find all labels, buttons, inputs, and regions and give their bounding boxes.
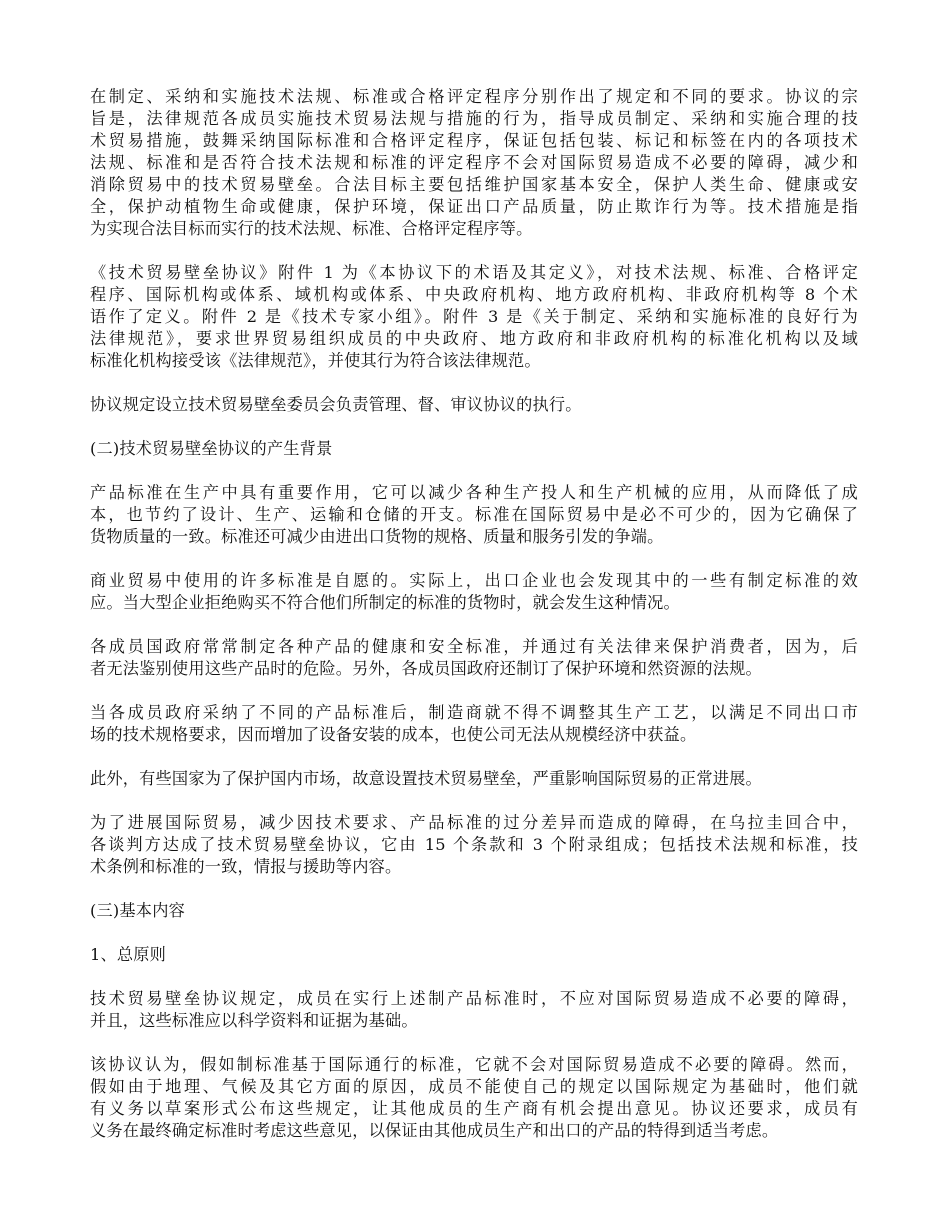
text-line: 各谈判方达成了技术贸易壁垒协议，它由 15 个条款和 3 个附录组成；包括技术法规和标准，技 xyxy=(90,835,858,854)
text-line: 程序、国际机构或体系、域机构或体系、中央政府机构、地方政府机构、非政府机构等 8 个术 xyxy=(90,285,858,304)
paragraph xyxy=(90,636,858,680)
paragraph xyxy=(90,86,858,240)
paragraph xyxy=(90,988,858,1032)
text-line: 术贸易措施，鼓舞采纳国际标准和合格评定程序，保证包括包装、标记和标签在内的各项技术 xyxy=(90,131,858,150)
text-line: 当各成员政府采纳了不同的产品标准后，制造商就不得不调整其生产工艺，以满足不同出口市 xyxy=(90,703,858,722)
text-line: 法律规范》，要求世界贸易组织成员的中央政府、地方政府和非政府机构的标准化机构以及域 xyxy=(90,329,858,348)
text-line: 为了进展国际贸易，减少因技术要求、产品标准的过分差异而造成的障碍，在乌拉圭回合中， xyxy=(90,813,858,832)
text-line: 货物质量的一致。标准还可减少由进出口货物的规格、质量和服务引发的争端。 xyxy=(90,527,664,546)
text-line: 法规、标准和是否符合技术法规和标准的评定程序不会对国际贸易造成不必要的障碍，减少和 xyxy=(90,153,858,172)
text-line: 技术贸易壁垒协议规定，成员在实行上述制产品标准时，不应对国际贸易造成不必要的障碍， xyxy=(90,989,858,1008)
text-line: 在制定、采纳和实施技术法规、标准或合格评定程序分别作出了规定和不同的要求。协议的宗 xyxy=(90,87,858,106)
text-line: 全，保护动植物生命或健康，保护环境，保证出口产品质量，防止欺诈行为等。技术措施是指 xyxy=(90,197,858,216)
text-line: 协议规定设立技术贸易壁垒委员会负责管理、督、审议协议的执行。 xyxy=(90,395,582,414)
text-line: 旨是，法律规范各成员实施技术贸易法规与措施的行为，指导成员制定、采纳和实施合理的技 xyxy=(90,109,858,128)
paragraph xyxy=(90,262,858,372)
text-line: 并且，这些标准应以科学资料和证据为基础。 xyxy=(90,1011,418,1030)
paragraph xyxy=(90,394,858,416)
paragraph xyxy=(90,768,858,790)
paragraph xyxy=(90,438,858,460)
paragraph xyxy=(90,1054,858,1142)
document-body xyxy=(90,86,858,1164)
text-line: 各成员国政府常常制定各种产品的健康和安全标准，并通过有关法律来保护消费者，因为，后 xyxy=(90,637,858,656)
paragraph xyxy=(90,944,858,966)
paragraph xyxy=(90,570,858,614)
text-line: 标准化机构接受该《法律规范》，并使其行为符合该法律规范。 xyxy=(90,351,541,370)
paragraph xyxy=(90,482,858,548)
paragraph xyxy=(90,900,858,922)
text-line: 有义务以草案形式公布这些规定，让其他成员的生产商有机会提出意见。协议还要求，成员有 xyxy=(90,1099,858,1118)
paragraph xyxy=(90,812,858,878)
text-line: 术条例和标准的一致，情报与援助等内容。 xyxy=(90,857,402,876)
text-line: 此外，有些国家为了保护国内市场，故意设置技术贸易壁垒，严重影响国际贸易的正常进展。 xyxy=(90,769,762,788)
text-line: 应。当大型企业拒绝购买不符合他们所制定的标准的货物时，就会发生这种情况。 xyxy=(90,593,680,612)
text-line: (三)基本内容 xyxy=(90,901,185,920)
text-line: 场的技术规格要求，因而增加了设备安装的成本，也使公司无法从规模经济中获益。 xyxy=(90,725,697,744)
text-line: 语作了定义。附件 2 是《技术专家小组》。附件 3 是《关于制定、采纳和实施标准的良好行为 xyxy=(90,307,858,326)
text-line: 该协议认为，假如制标准基于国际通行的标准，它就不会对国际贸易造成不必要的障碍。然而， xyxy=(90,1055,858,1074)
paragraph xyxy=(90,702,858,746)
text-line: 者无法鉴别使用这些产品时的危险。另外，各成员国政府还制订了保护环境和然资源的法规。 xyxy=(90,659,762,678)
text-line: 产品标准在生产中具有重要作用，它可以减少各种生产投人和生产机械的应用，从而降低了成 xyxy=(90,483,858,502)
text-line: 1、总原则 xyxy=(90,945,167,964)
text-line: 《技术贸易壁垒协议》附件 1 为《本协议下的术语及其定义》，对技术法规、标准、合格评定 xyxy=(90,263,858,282)
text-line: 本，也节约了设计、生产、运输和仓储的开支。标准在国际贸易中是必不可少的，因为它确保了 xyxy=(90,505,858,524)
text-line: (二)技术贸易壁垒协议的产生背景 xyxy=(90,439,333,458)
text-line: 义务在最终确定标准时考虑这些意见，以保证由其他成员生产和出口的产品的特得到适当考虑。 xyxy=(90,1121,779,1140)
text-line: 为实现合法目标而实行的技术法规、标准、合格评定程序等。 xyxy=(90,219,533,238)
text-line: 假如由于地理、气候及其它方面的原因，成员不能使自己的规定以国际规定为基础时，他们就 xyxy=(90,1077,858,1096)
text-line: 商业贸易中使用的许多标准是自愿的。实际上，出口企业也会发现其中的一些有制定标准的效 xyxy=(90,571,858,590)
text-line: 消除贸易中的技术贸易壁垒。合法目标主要包括维护国家基本安全，保护人类生命、健康或安 xyxy=(90,175,858,194)
